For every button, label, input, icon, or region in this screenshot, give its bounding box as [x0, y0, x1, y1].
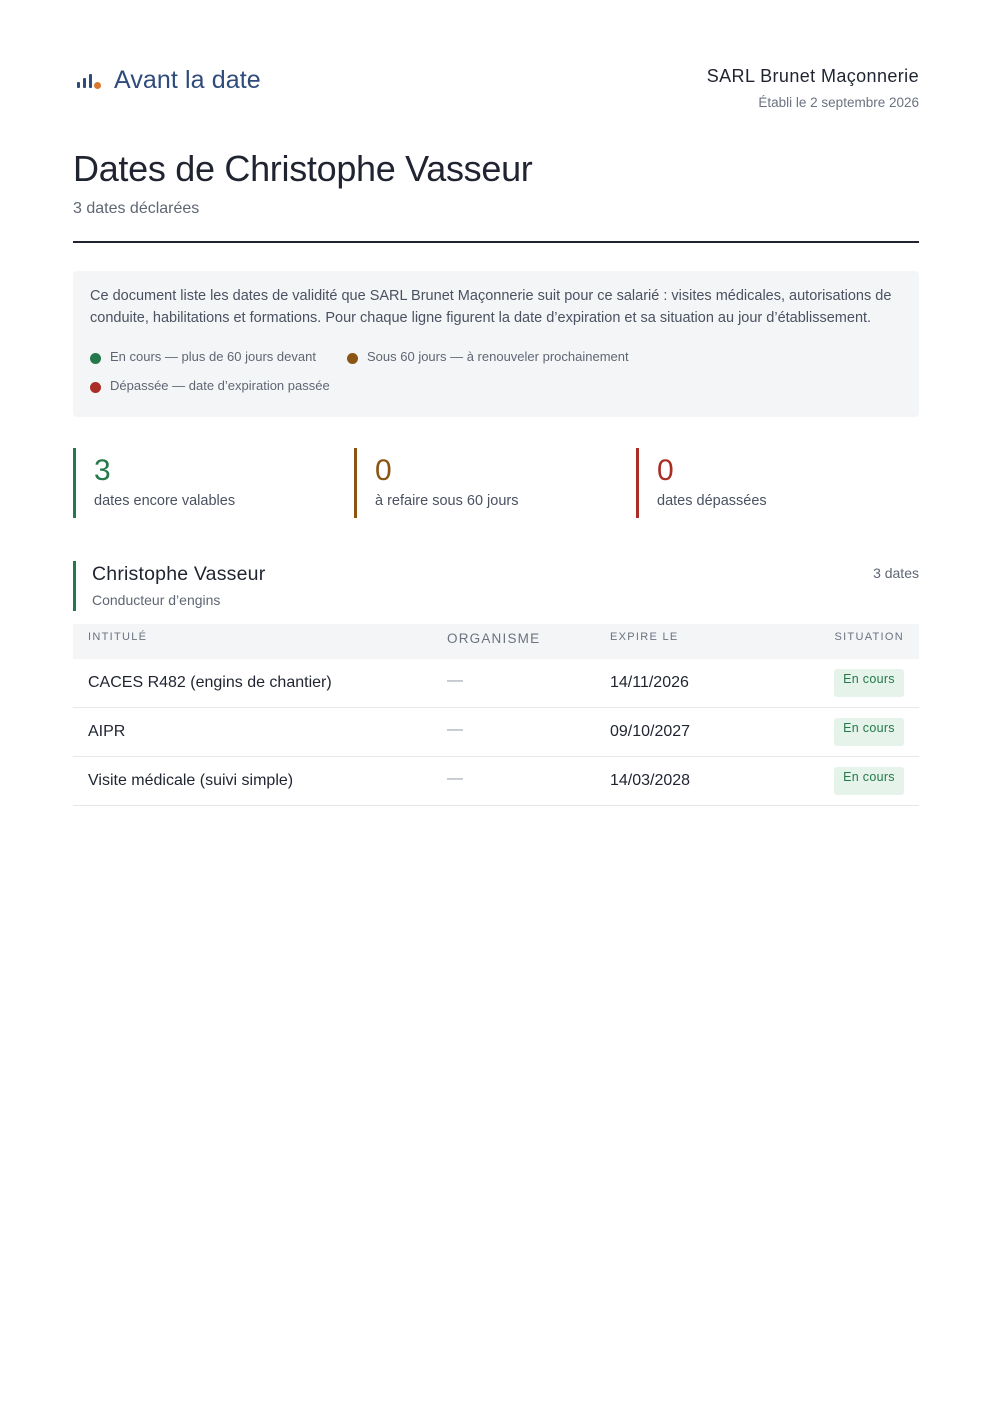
red-dot-icon [90, 382, 101, 393]
intro-panel [73, 271, 919, 417]
stat-soon [354, 448, 594, 518]
bar-chart-icon [75, 71, 101, 91]
stat-label: dates encore valables [94, 493, 236, 509]
dates-table [73, 624, 919, 806]
status-badge: En cours [834, 669, 904, 697]
stat-label: dates dépassées [657, 493, 767, 509]
column-header-expires: EXPIRE LE [610, 631, 679, 643]
intro-text: Ce document liste les dates de validité que SARL Brunet Maçonnerie suit pour ce salarié : visites médicales, autorisations de conduite, habilitations et formations. Pour chaque ligne figurent la date d’expiration et sa situation au jour d’établissement. [90, 288, 892, 326]
page-subtitle: 3 dates déclarées [73, 200, 200, 217]
column-header-status: SITUATION [834, 631, 904, 643]
stat-value: 0 [375, 454, 392, 487]
green-dot-icon [90, 353, 101, 364]
cell-title: AIPR [88, 723, 126, 740]
cell-title: Visite médicale (suivi simple) [88, 772, 294, 789]
cell-organisme: — [447, 672, 463, 689]
column-header-title: INTITULÉ [88, 631, 148, 643]
table-row [73, 708, 919, 757]
legend-item-valid [90, 348, 316, 364]
company-name: SARL Brunet Maçonnerie [706, 66, 919, 86]
stat-value: 0 [657, 454, 674, 487]
cell-organisme: — [447, 721, 463, 738]
legend-label: Sous 60 jours — à renouveler prochainement [367, 348, 629, 364]
employee-role: Conducteur d’engins [92, 592, 221, 608]
brand-name: Avant la date [114, 66, 261, 94]
legend-label: Dépassée — date d’expiration passée [110, 377, 330, 393]
stat-valid [73, 448, 313, 518]
page-title: Dates de Christophe Vasseur [73, 148, 533, 189]
cell-expires: 14/11/2026 [610, 674, 689, 691]
stat-label: à refaire sous 60 jours [375, 493, 519, 509]
cell-expires: 09/10/2027 [610, 723, 691, 740]
document-header [73, 62, 919, 122]
dates-count: 3 dates [873, 565, 919, 581]
employee-section-header [73, 561, 919, 611]
legend-label: En cours — plus de 60 jours devant [110, 348, 316, 364]
stat-value: 3 [94, 454, 111, 487]
brown-dot-icon [347, 353, 358, 364]
legend-item-expired [90, 377, 330, 393]
column-header-organisme: ORGANISME [447, 631, 541, 646]
status-badge: En cours [834, 718, 904, 746]
status-badge: En cours [834, 767, 904, 795]
cell-title: CACES R482 (engins de chantier) [88, 674, 332, 691]
legend-item-soon [347, 348, 629, 364]
brand [75, 66, 261, 95]
title-divider [73, 241, 919, 243]
cell-organisme: — [447, 770, 463, 787]
cell-expires: 14/03/2028 [610, 772, 691, 789]
company-block [707, 66, 919, 110]
employee-name: Christophe Vasseur [92, 563, 266, 585]
table-header [73, 624, 919, 659]
stat-expired [636, 448, 876, 518]
table-row [73, 757, 919, 806]
table-row [73, 659, 919, 708]
issued-date: Établi le 2 septembre 2026 [758, 95, 919, 110]
